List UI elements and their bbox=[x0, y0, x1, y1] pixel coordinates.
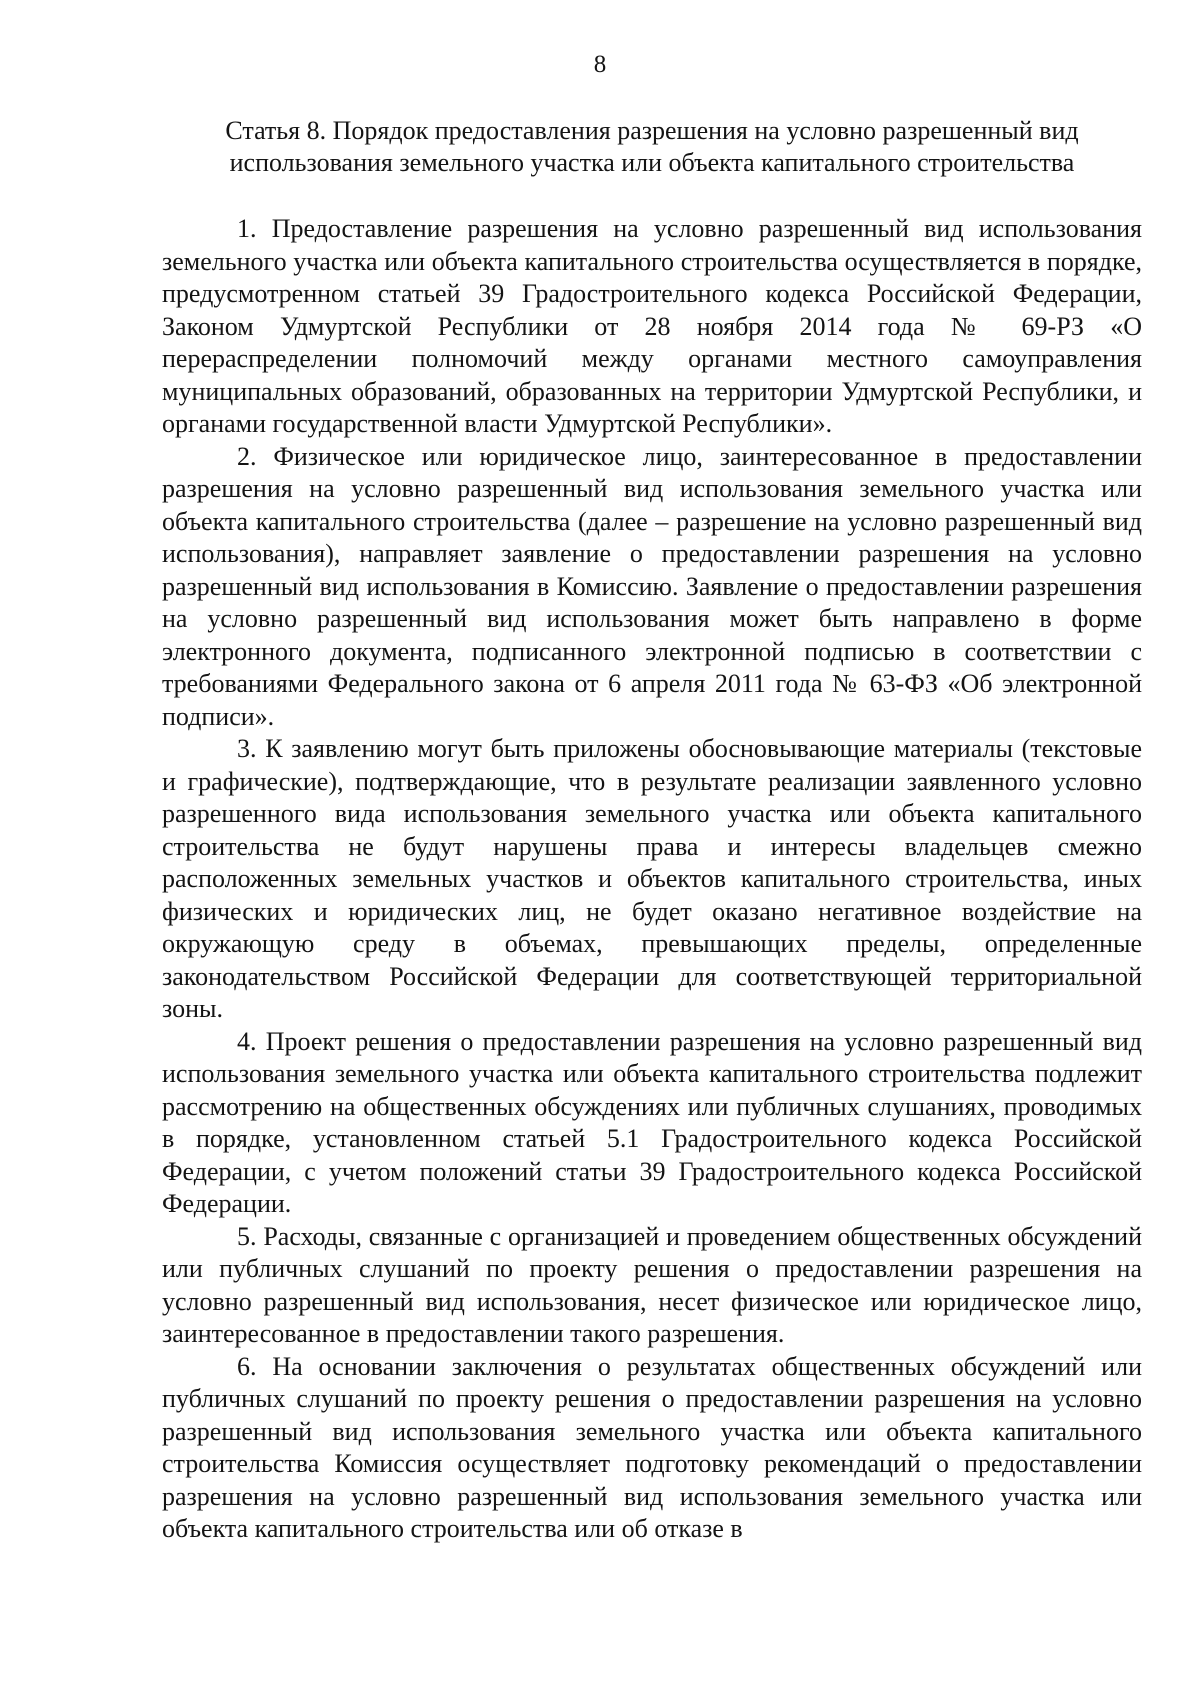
paragraph-1: 1. Предоставление разрешения на условно разрешенный вид использования земельного участка или объекта капитального строительства осуществляется в порядке, предусмотренном статьей 39 Градостроительного кодекса Российской Федерации, Законом Удмуртской Республики от 28 ноября 2014 года № 69-РЗ «О перераспределении полномочий между органами местного самоуправления муниципальных образований, образованных на территории Удмуртской Республики, и органами государственной власти Удмуртской Республики». bbox=[162, 214, 1142, 438]
paragraph-3: 3. К заявлению могут быть приложены обосновывающие материалы (текстовые и графические), подтверждающие, что в результате реализации заявленного условно разрешенного вида использования земельного участка или объекта капитального строительства не будут нарушены права и интересы владельцев смежно расположенных земельных участков и объектов капитального строительства, иных физических и юридических лиц, не будет оказано негативное воздействие на окружающую среду в объемах, превышающих пределы, определенные законодательством Российской Федерации для соответствующей территориальной зоны. bbox=[162, 734, 1142, 1023]
article-body bbox=[162, 213, 1142, 1546]
paragraph-2: 2. Физическое или юридическое лицо, заинтересованное в предоставлении разрешения на условно разрешенный вид использования земельного участка или объекта капитального строительства (далее – разрешение на условно разрешенный вид использования), направляет заявление о предоставлении разрешения на условно разрешенный вид использования в Комиссию. Заявление о предоставлении разрешения на условно разрешенный вид использования может быть направлено в форме электронного документа, подписанного электронной подписью в соответствии с требованиями Федерального закона от 6 апреля 2011 года № 63-ФЗ «Об электронной подписи». bbox=[162, 441, 1142, 731]
article-title: Статья 8. Порядок предоставления разрешения на условно разрешенный вид использования земельного участка или объекта капитального строительства bbox=[225, 116, 1079, 177]
page-number: 8 bbox=[593, 51, 607, 78]
paragraph-5: 5. Расходы, связанные с организацией и проведением общественных обсуждений или публичных слушаний по проекту решения о предоставлении разрешения на условно разрешенный вид использования, несет физическое или юридическое лицо, заинтересованное в предоставлении такого разрешения. bbox=[162, 1221, 1142, 1348]
paragraph-4: 4. Проект решения о предоставлении разрешения на условно разрешенный вид использования земельного участка или объекта капитального строительства подлежит рассмотрению на общественных обсуждениях или публичных слушаниях, проводимых в порядке, установленном статьей 5.1 Градостроительного кодекса Российской Федерации, с учетом положений статьи 39 Градостроительного кодекса Российской Федерации. bbox=[162, 1026, 1142, 1218]
paragraph-6: 6. На основании заключения о результатах общественных обсуждений или публичных слушаний по проекту решения о предоставлении разрешения на условно разрешенный вид использования земельного участка или объекта капитального строительства Комиссия осуществляет подготовку рекомендаций о предоставлении разрешения на условно разрешенный вид использования земельного участка или объекта капитального строительства или об отказе в bbox=[162, 1351, 1142, 1543]
